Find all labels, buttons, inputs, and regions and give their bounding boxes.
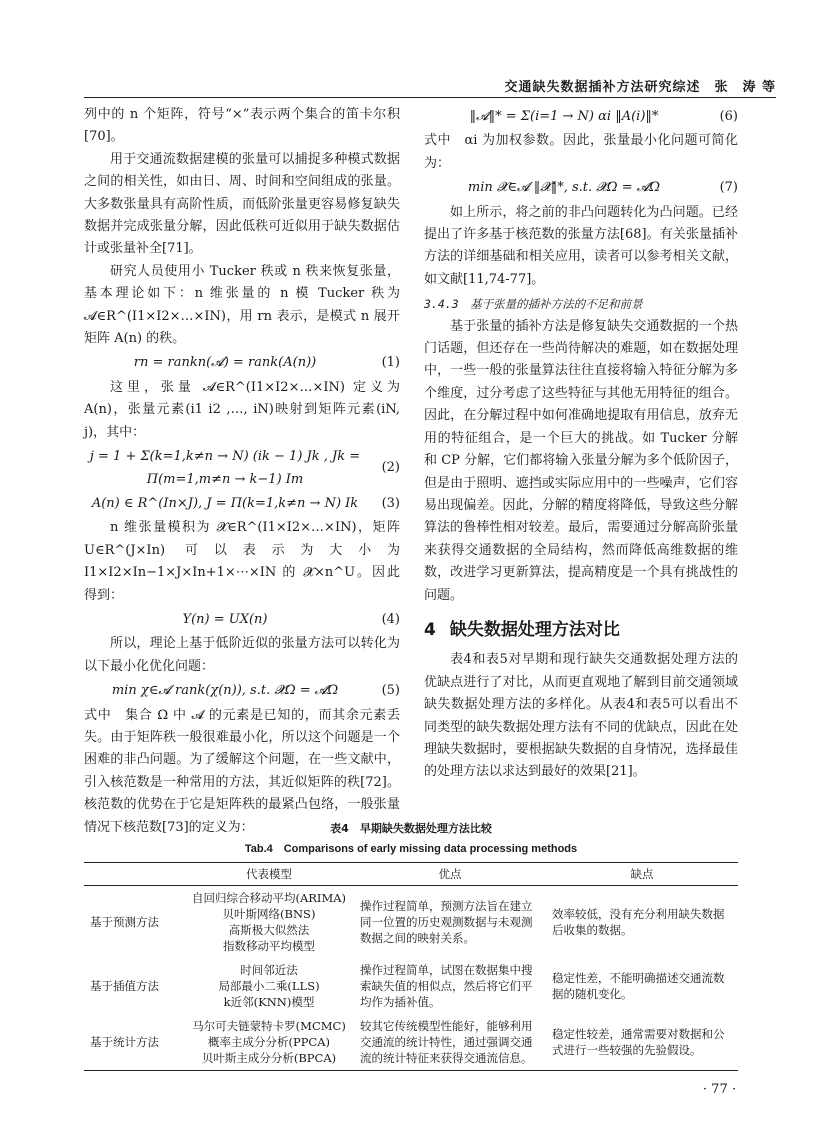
table-header-row bbox=[84, 863, 738, 886]
equation-5 bbox=[84, 680, 400, 702]
equation-number: (1) bbox=[381, 355, 400, 371]
paragraph: 基于张量的插补方法是修复缺失交通数据的一个热门话题，但还存在一些尚待解决的难题，如在数据处理中，一些一般的张量算法往往直接将输入特征分解为多个维度，过分考虑了这些特征与其他无用特征的组合。因此，在分解过程中如何准确地提取有用信息，放弃无用的特征组合，是一个巨大的挑战。如 Tucker 分解和 CP 分解，它们都将输入张量分解为多个低阶因子，但是由于照明、遮挡或实际应用中的一些噪声，它们容易出现偏差。因此，分解的精度将降低，导致这些分解算法的鲁棒性相对较差。最后，需要通过分解高阶张量来获得交通数据的全局结构，然而降低高维数据的维数，改进学习更新算法，提高精度是一个具有挑战性的问题。 bbox=[424, 318, 738, 603]
paragraph: 如上所示，将之前的非凸问题转化为凸问题。已经提出了许多基于核范数的张量方法[68]。有关张量插补方法的详细基础和相关应用，读者可以参考相关文献，如文献[11,74-77]。 bbox=[424, 204, 738, 287]
running-header: 交通缺失数据插补方法研究综述 张 涛 等 bbox=[504, 80, 776, 95]
models-cell bbox=[184, 958, 354, 1014]
equation-number: (4) bbox=[381, 611, 400, 627]
model-name: 局部最小二乘(LLS) bbox=[218, 979, 320, 993]
cons-cell: 稳定性较差，通常需要对数据和公式进行一些较强的先验假设。 bbox=[546, 1014, 738, 1071]
paragraph: 研究人员使用小 Tucker 秩或 n 秩来恢复张量，基本理论如下：n 维张量的 n 模 Tucker 秩为 𝓐∈R^(I1×I2×…×IN)，用 rn 表示，是模式 n 展开矩阵 A(n) 的秩。 bbox=[84, 263, 400, 347]
model-name: 指数移动平均模型 bbox=[223, 939, 315, 953]
equation-body: Y(n) = UX(n) bbox=[182, 611, 268, 627]
table-caption-en: Tab.4 Comparisons of early missing data processing methods bbox=[244, 843, 578, 855]
equation-number: (5) bbox=[381, 683, 400, 699]
equation-body: A(n) ∈ R^(In×J), J = Π(k=1,k≠n → N) Ik bbox=[91, 495, 359, 511]
paragraph: 用于交通流数据建模的张量可以捕捉多种模式数据之间的相关性，如由日、周、时间和空间组成的张量。大多数张量具有高阶性质，而低阶张量更容易修复缺失数据并完成张量分解，因此低秩可近似用于缺失数据估计或张量补全[71]。 bbox=[84, 151, 400, 257]
equation-4 bbox=[84, 609, 400, 631]
table-row bbox=[84, 886, 738, 959]
equation-1 bbox=[84, 352, 400, 374]
model-name: 贝叶斯主成分分析(BPCA) bbox=[201, 1051, 337, 1065]
section-number: 4 bbox=[424, 619, 436, 640]
pros-cell: 操作过程简单，预测方法旨在建立同一位置的历史观测数据与未观测数据之间的映射关系。 bbox=[360, 899, 533, 945]
table-header-cell bbox=[84, 863, 184, 886]
paragraph: 式中 集合 Ω 中 𝓐 的元素是已知的，而其余元素丢失。由于矩阵秩一般很难最小化，所以这个问题是一个困难的非凸问题。为了缓解这个问题，在一些文献中，引入核范数是一种常用的方法，其近似矩阵的秩[72]。核范数的优势在于它是矩阵秩的最紧凸包络，一般张量情况下核范数[73]的定义为： bbox=[84, 707, 400, 835]
equation-body: min χ∈𝓐 rank(χ(n)), s.t. 𝓧Ω = 𝓐Ω bbox=[111, 683, 339, 699]
comparison-table bbox=[84, 862, 738, 1071]
method-cell: 基于插值方法 bbox=[90, 979, 159, 993]
section-title: 缺失数据处理方法对比 bbox=[449, 619, 620, 640]
paragraph: n 维张量模积为 𝓧∈R^(I1×I2×…×IN)，矩阵 U∈R^(J×In) 可以表示为大小为 I1×I2×In−1×J×In+1×⋯×IN 的 𝓧×n^U。因此得到： bbox=[84, 520, 400, 603]
cons-cell: 稳定性差，不能明确描述交通流数据的随机变化。 bbox=[552, 971, 725, 1001]
equation-number: (7) bbox=[719, 180, 738, 196]
subsection-heading: 3.4.3 基于张量的插补方法的不足和前景 bbox=[424, 297, 643, 312]
pros-cell: 较其它传统模型性能好，能够利用交通流的统计特性，通过强调交通流的统计特征来获得交通流信息。 bbox=[354, 1014, 546, 1071]
model-name: 概率主成分分析(PPCA) bbox=[207, 1035, 331, 1049]
equation-2 bbox=[84, 446, 400, 491]
model-name: 贝叶斯网络(BNS) bbox=[222, 907, 316, 921]
equation-body: rn = rankn(𝓐) = rank(A(n)) bbox=[133, 355, 317, 371]
equation-number: (6) bbox=[719, 109, 738, 124]
section-heading bbox=[424, 619, 738, 641]
paragraph: 列中的 n 个矩阵，符号“×”表示两个集合的笛卡尔积[70]。 bbox=[84, 107, 400, 145]
table-header-cell: 代表模型 bbox=[184, 863, 354, 886]
method-cell: 基于统计方法 bbox=[84, 1014, 184, 1071]
table-header-cell: 缺点 bbox=[546, 863, 738, 886]
paragraph: 式中 αi 为加权参数。因此，张量最小化问题可简化为： bbox=[424, 133, 738, 171]
model-name: 马尔可夫链蒙特卡罗(MCMC) bbox=[192, 1019, 346, 1033]
cons-cell: 效率较低，没有充分利用缺失数据后收集的数据。 bbox=[552, 907, 725, 937]
equation-6 bbox=[424, 106, 738, 128]
models-cell bbox=[184, 1014, 354, 1071]
equation-number: (3) bbox=[381, 495, 400, 511]
equation-body: j = 1 + Σ(k=1,k≠n → N) (ik − 1) Jk , Jk = Π(m=1,m≠n → k−1) Im bbox=[89, 449, 361, 487]
model-name: 时间邻近法 bbox=[240, 963, 298, 977]
equation-number: (2) bbox=[381, 460, 400, 476]
model-name: 自回归综合移动平均(ARIMA) bbox=[191, 891, 347, 905]
table-caption-cn: 表4 早期缺失数据处理方法比较 bbox=[330, 822, 492, 835]
paragraph: 表4和表5对早期和现行缺失交通数据处理方法的优缺点进行了对比，从而更直观地了解到目前交通领域缺失数据处理方法的多样化。从表4和表5可以看出不同类型的缺失数据处理方法有不同的优缺点，因此在处理缺失数据时，要根据缺失数据的自身情况，选择最佳的处理方法以求达到最好的效果[21]。 bbox=[424, 652, 738, 780]
header-rule bbox=[84, 97, 776, 98]
model-name: k近邻(KNN)模型 bbox=[223, 995, 315, 1009]
model-name: 高斯极大似然法 bbox=[228, 923, 310, 937]
equation-7 bbox=[424, 177, 738, 199]
right-column bbox=[424, 104, 738, 784]
page-number: · 77 · bbox=[702, 1082, 736, 1097]
pros-cell: 操作过程简单，试图在数据集中搜索缺失值的相似点，然后将它们平均作为插补值。 bbox=[360, 963, 533, 1009]
models-cell bbox=[184, 886, 354, 959]
equation-body: ‖𝓐‖* = Σ(i=1 → N) αi ‖A(i)‖* bbox=[469, 109, 659, 124]
table-row bbox=[84, 958, 738, 1014]
equation-3 bbox=[84, 493, 400, 515]
table-row bbox=[84, 1014, 738, 1071]
method-cell: 基于预测方法 bbox=[90, 915, 159, 929]
equation-body: min 𝓧∈𝓐 ‖𝓧‖*, s.t. 𝓧Ω = 𝓐Ω bbox=[467, 180, 661, 196]
left-column bbox=[84, 104, 400, 839]
paragraph: 所以，理论上基于低阶近似的张量方法可以转化为以下最小化优化问题： bbox=[84, 636, 400, 674]
paragraph: 这里，张量 𝓐∈R^(I1×I2×…×IN) 定义为 A(n)，张量元素(i1 i2 ,…, iN)映射到矩阵元素(iN, j)，其中： bbox=[84, 379, 400, 440]
table-header-cell: 优点 bbox=[354, 863, 546, 886]
